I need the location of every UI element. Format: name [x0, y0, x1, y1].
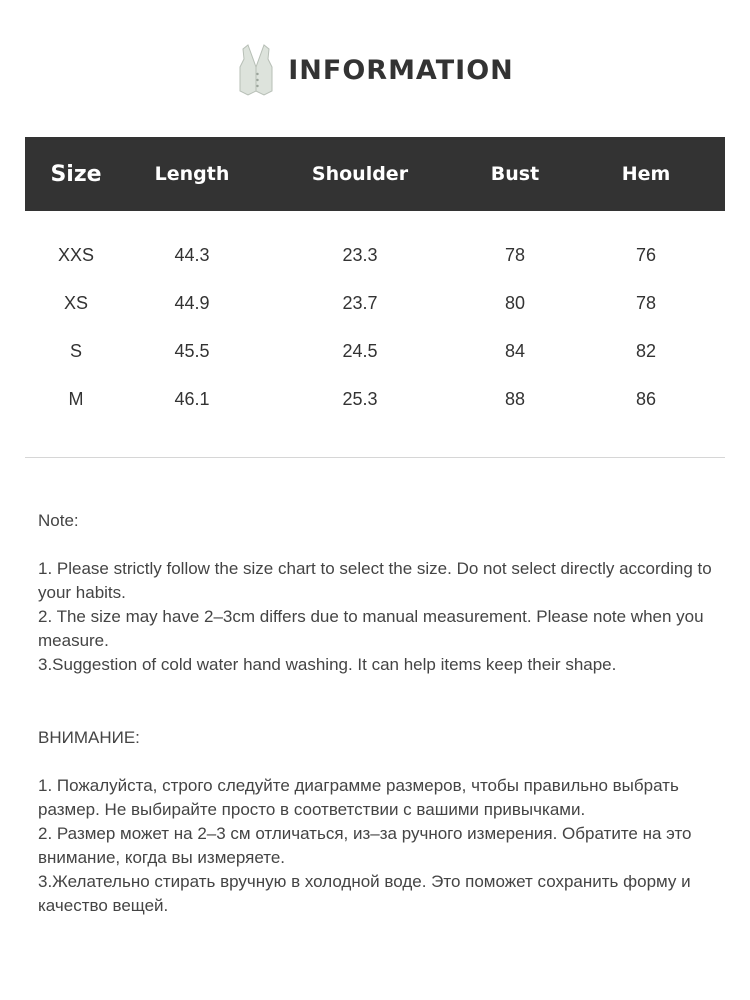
size-cell: XS	[63, 292, 88, 313]
table-spacer	[25, 423, 725, 445]
size-cell: XXS	[57, 244, 95, 265]
table-row	[25, 279, 725, 327]
table-row	[25, 231, 725, 279]
table-spacer	[25, 211, 725, 231]
size-chart-table	[25, 137, 725, 445]
bust-cell: 78	[504, 244, 526, 265]
notes-title: Note:	[38, 511, 79, 530]
table-row	[25, 375, 725, 423]
note-item: 3.Желательно стирать вручную в холодной воде. Это поможет сохранить форму и качество вещей.	[38, 872, 691, 915]
bust-cell: 80	[504, 292, 526, 313]
shoulder-cell: 25.3	[342, 388, 378, 409]
notes-english	[38, 509, 728, 677]
page-header	[0, 40, 750, 100]
note-item: 3.Suggestion of cold water hand washing. It can help items keep their shape.	[38, 655, 617, 674]
note-item: 1. Пожалуйста, строго следуйте диаграмме размеров, чтобы правильно выбрать размер. Не выбирайте просто в соответствии с вашими привычками.	[38, 776, 679, 819]
shoulder-cell: 24.5	[342, 340, 378, 361]
size-cell: M	[68, 388, 84, 409]
vest-icon	[236, 43, 276, 97]
column-header-size: Size	[25, 137, 127, 211]
column-header-shoulder: Shoulder	[257, 137, 463, 211]
length-cell: 45.5	[174, 340, 210, 361]
hem-cell: 82	[635, 340, 657, 361]
notes-russian	[38, 726, 728, 918]
table-header-row	[25, 137, 725, 211]
column-header-length: Length	[127, 137, 257, 211]
page-title: INFORMATION	[288, 54, 514, 86]
bust-cell: 88	[504, 388, 526, 409]
hem-cell: 76	[635, 244, 657, 265]
shoulder-cell: 23.7	[342, 292, 378, 313]
hem-cell: 86	[635, 388, 657, 409]
hem-cell: 78	[635, 292, 657, 313]
section-divider	[25, 457, 725, 458]
shoulder-cell: 23.3	[342, 244, 378, 265]
notes-title: ВНИМАНИЕ:	[38, 728, 140, 747]
bust-cell: 84	[504, 340, 526, 361]
length-cell: 46.1	[174, 388, 210, 409]
size-cell: S	[69, 340, 82, 361]
length-cell: 44.3	[174, 244, 210, 265]
column-header-bust: Bust	[463, 137, 567, 211]
note-item: 2. The size may have 2–3cm differs due to manual measurement. Please note when you measure.	[38, 607, 704, 650]
length-cell: 44.9	[174, 292, 210, 313]
note-item: 2. Размер может на 2–3 см отличаться, из–за ручного измерения. Обратите на это внимание, когда вы измеряете.	[38, 824, 692, 867]
table-row	[25, 327, 725, 375]
column-header-hem: Hem	[567, 137, 725, 211]
note-item: 1. Please strictly follow the size chart to select the size. Do not select directly according to your habits.	[38, 559, 712, 602]
